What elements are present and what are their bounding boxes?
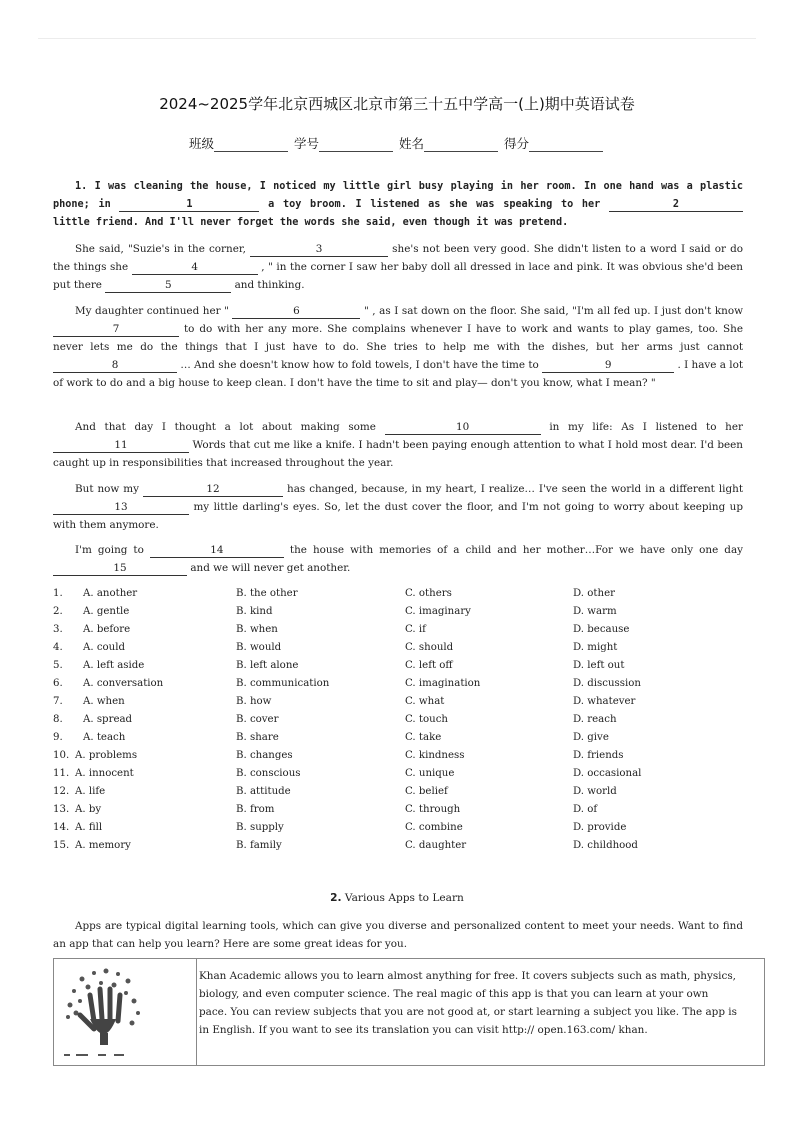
option-a[interactable]: A. another bbox=[83, 588, 138, 599]
option-number: 6. bbox=[53, 678, 63, 689]
option-c[interactable]: C. belief bbox=[405, 786, 448, 797]
option-c[interactable]: C. what bbox=[405, 696, 445, 707]
section-2-title: 2. Various Apps to Learn bbox=[330, 892, 464, 904]
option-a[interactable]: A. problems bbox=[75, 750, 138, 761]
option-row bbox=[53, 675, 743, 693]
option-d[interactable]: D. childhood bbox=[573, 840, 638, 851]
score-blank[interactable] bbox=[529, 137, 603, 152]
option-b[interactable]: B. family bbox=[236, 840, 282, 851]
option-d[interactable]: D. friends bbox=[573, 750, 624, 761]
class-blank[interactable] bbox=[214, 137, 288, 152]
option-number: 15. bbox=[53, 840, 70, 851]
student-id-label: 学号 bbox=[293, 136, 319, 151]
blank-3: 3 bbox=[250, 243, 388, 257]
blank-13: 13 bbox=[53, 501, 189, 515]
option-d[interactable]: D. might bbox=[573, 642, 618, 653]
blank-1: 1 bbox=[119, 198, 259, 212]
section-2-intro: Apps are typical digital learning tools, which can give you diverse and personalized content to meet your needs. Want to find an app that can help you learn? Here are some great ideas for you. bbox=[53, 920, 743, 950]
option-b[interactable]: B. kind bbox=[236, 606, 273, 617]
exam-title: 2024~2025学年北京西城区北京市第三十五中学高一(上)期中英语试卷 bbox=[159, 95, 635, 113]
option-c[interactable]: C. should bbox=[405, 642, 454, 653]
option-a[interactable]: A. left aside bbox=[83, 660, 145, 671]
option-c[interactable]: C. touch bbox=[405, 714, 448, 725]
question-number: 1. bbox=[75, 181, 88, 192]
option-row bbox=[53, 801, 743, 819]
name-label: 姓名 bbox=[398, 136, 424, 151]
khan-academy-description: Khan Academic allows you to learn almost anything for free. It covers subjects such as math, physics, biology, and even computer science. The real magic of this app is that you can learn at your own pace. You can review subjects that you are not good at, or start learning a subject you like. The app is in English. If you want to see its translation you can visit http:// open.163.com/ khan. bbox=[199, 970, 737, 1036]
option-number: 2. bbox=[53, 606, 63, 617]
blank-7: 7 bbox=[53, 323, 179, 337]
option-a[interactable]: A. when bbox=[83, 696, 125, 707]
option-b[interactable]: B. communication bbox=[236, 678, 330, 689]
option-c[interactable]: C. imaginary bbox=[405, 606, 471, 617]
option-number: 12. bbox=[53, 786, 70, 797]
student-id-blank[interactable] bbox=[319, 137, 393, 152]
option-b[interactable]: B. share bbox=[236, 732, 279, 743]
blank-14: 14 bbox=[150, 544, 284, 558]
option-row bbox=[53, 585, 743, 603]
option-a[interactable]: A. conversation bbox=[83, 678, 164, 689]
option-a[interactable]: A. could bbox=[83, 642, 126, 653]
option-c[interactable]: C. left off bbox=[405, 660, 453, 671]
option-number: 13. bbox=[53, 804, 70, 815]
option-c[interactable]: C. kindness bbox=[405, 750, 465, 761]
option-row bbox=[53, 765, 743, 783]
option-a[interactable]: A. by bbox=[75, 804, 102, 815]
option-b[interactable]: B. the other bbox=[236, 588, 298, 599]
option-number: 7. bbox=[53, 696, 63, 707]
option-b[interactable]: B. supply bbox=[236, 822, 284, 833]
blank-9: 9 bbox=[542, 359, 674, 373]
option-row bbox=[53, 603, 743, 621]
option-a[interactable]: A. teach bbox=[83, 732, 126, 743]
passage-paragraph-4: And that day I thought a lot about making some 10 in my life: As I listened to her 11 Words that cut me like a knife. I hadn't been paying enough attention to what I hold most dear. I'd been caught up in responsibilities that increased throughout the year. bbox=[53, 421, 744, 469]
option-b[interactable]: B. from bbox=[236, 804, 275, 815]
option-d[interactable]: D. discussion bbox=[573, 678, 641, 689]
option-row bbox=[53, 837, 743, 855]
option-row bbox=[53, 693, 743, 711]
blank-15: 15 bbox=[53, 562, 187, 576]
passage-paragraph-2: She said, "Suzie's in the corner, 3 she's not been very good. She didn't listen to a word I said or do the things she 4 , " in the corner I saw her baby doll all dressed in lace and pink. It was obvious she'd been put there 5 and thinking. bbox=[53, 243, 744, 291]
blank-11: 11 bbox=[53, 439, 189, 453]
option-a[interactable]: A. innocent bbox=[75, 768, 134, 779]
blank-5: 5 bbox=[105, 279, 231, 293]
option-c[interactable]: C. if bbox=[405, 624, 426, 635]
option-b[interactable]: B. attitude bbox=[236, 786, 291, 797]
khan-academy-logo-cell bbox=[54, 959, 197, 1065]
passage-paragraph-3: My daughter continued her " 6 " , as I sat down on the floor. She said, "I'm all fed up. I just don't know 7 to do with her any more. She complains whenever I have to work and wants to play games, too. She never lets me do the things that I just have to do. She tries to help me with the dishes, but her arms just cannot 8 … And she doesn't know how to fold towels, I don't have the time to 9 . I have a lot of work to do and a big house to keep clean. I don't have the time to sit and play— don't you know, what I mean? " bbox=[53, 305, 744, 389]
option-b[interactable]: B. when bbox=[236, 624, 278, 635]
option-d[interactable]: D. warm bbox=[573, 606, 617, 617]
option-number: 11. bbox=[53, 768, 70, 779]
options-list bbox=[53, 585, 743, 855]
option-a[interactable]: A. life bbox=[75, 786, 106, 797]
option-c[interactable]: C. through bbox=[405, 804, 461, 815]
option-b[interactable]: B. how bbox=[236, 696, 272, 707]
option-d[interactable]: D. other bbox=[573, 588, 615, 599]
passage-paragraph-5: But now my 12 has changed, because, in my heart, I realize… I've seen the world in a different light 13 my little darling's eyes. So, let the dust cover the floor, and I'm not going to worry about keeping up with them anymore. bbox=[53, 483, 743, 531]
option-c[interactable]: C. combine bbox=[405, 822, 463, 833]
option-b[interactable]: B. left alone bbox=[236, 660, 299, 671]
option-c[interactable]: C. unique bbox=[405, 768, 455, 779]
passage-paragraph-1: 1. I was cleaning the house, I noticed my little girl busy playing in her room. In one hand was a plastic phone; in 1 a toy broom. I listened as she was speaking to her 2 little friend. And I'll never forget the words she said, even though it was pretend. bbox=[53, 181, 743, 228]
option-number: 5. bbox=[53, 660, 63, 671]
option-a[interactable]: A. spread bbox=[83, 714, 133, 725]
option-b[interactable]: B. would bbox=[236, 642, 282, 653]
option-row bbox=[53, 711, 743, 729]
option-c[interactable]: C. take bbox=[405, 732, 442, 743]
option-row bbox=[53, 657, 743, 675]
option-d[interactable]: D. provide bbox=[573, 822, 627, 833]
option-d[interactable]: D. whatever bbox=[573, 696, 636, 707]
option-a[interactable]: A. fill bbox=[75, 822, 103, 833]
option-a[interactable]: A. gentle bbox=[83, 606, 130, 617]
option-d[interactable]: D. occasional bbox=[573, 768, 642, 779]
option-number: 14. bbox=[53, 822, 70, 833]
option-row bbox=[53, 819, 743, 837]
passage-paragraph-6: I'm going to 14 the house with memories of a child and her mother…For we have only one day 15 and we will never get another. bbox=[53, 541, 743, 577]
option-d[interactable]: D. world bbox=[573, 786, 617, 797]
option-a[interactable]: A. memory bbox=[75, 840, 131, 851]
option-number: 10. bbox=[53, 750, 70, 761]
option-d[interactable]: D. reach bbox=[573, 714, 617, 725]
name-blank[interactable] bbox=[424, 137, 498, 152]
option-number: 4. bbox=[53, 642, 63, 653]
option-number: 9. bbox=[53, 732, 63, 743]
option-row bbox=[53, 783, 743, 801]
blank-8: 8 bbox=[53, 359, 177, 373]
option-number: 8. bbox=[53, 714, 63, 725]
option-number: 3. bbox=[53, 624, 63, 635]
blank-2: 2 bbox=[609, 198, 743, 212]
blank-12: 12 bbox=[143, 483, 283, 497]
option-row bbox=[53, 639, 743, 657]
option-d[interactable]: D. of bbox=[573, 804, 598, 815]
option-d[interactable]: D. left out bbox=[573, 660, 625, 671]
app-table bbox=[53, 958, 765, 1066]
option-c[interactable]: C. daughter bbox=[405, 840, 467, 851]
option-d[interactable]: D. because bbox=[573, 624, 630, 635]
option-row bbox=[53, 729, 743, 747]
blank-10: 10 bbox=[385, 421, 541, 435]
option-d[interactable]: D. give bbox=[573, 732, 609, 743]
blank-6: 6 bbox=[232, 305, 360, 319]
option-b[interactable]: B. changes bbox=[236, 750, 293, 761]
option-c[interactable]: C. imagination bbox=[405, 678, 481, 689]
class-label: 班级 bbox=[188, 136, 214, 151]
option-c[interactable]: C. others bbox=[405, 588, 452, 599]
student-info-line bbox=[0, 134, 794, 152]
hand-tree-icon bbox=[54, 959, 196, 1065]
option-b[interactable]: B. conscious bbox=[236, 768, 301, 779]
option-b[interactable]: B. cover bbox=[236, 714, 279, 725]
blank-4: 4 bbox=[132, 261, 258, 275]
option-number: 1. bbox=[53, 588, 63, 599]
option-row bbox=[53, 747, 743, 765]
option-row bbox=[53, 621, 743, 639]
option-a[interactable]: A. before bbox=[83, 624, 131, 635]
score-label: 得分 bbox=[503, 136, 529, 151]
header-rule bbox=[38, 38, 756, 39]
